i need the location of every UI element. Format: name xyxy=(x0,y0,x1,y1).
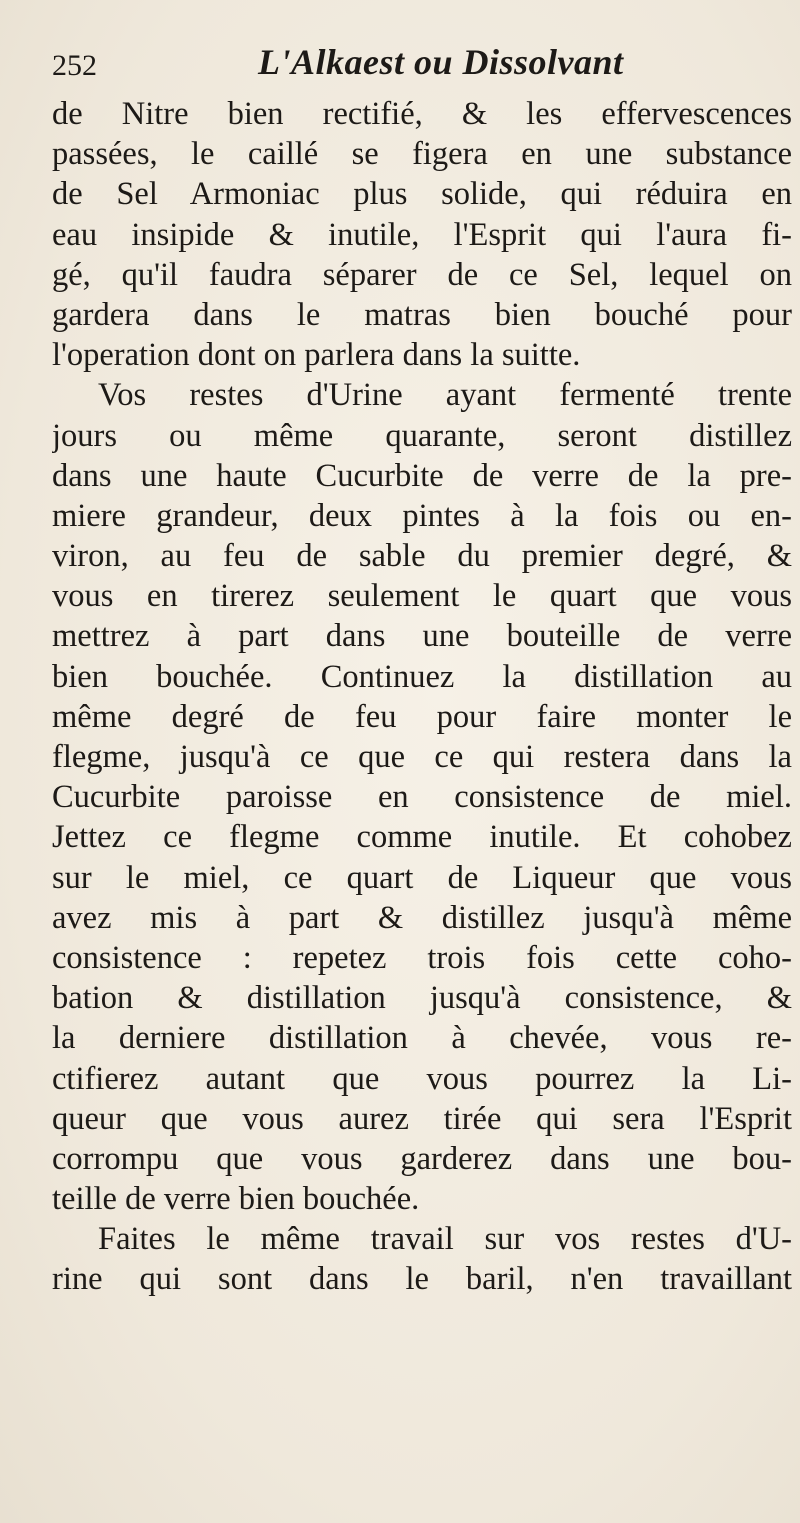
text-line: mettrez à part dans une bouteille de verre xyxy=(52,618,792,655)
text-line: de Sel Armoniac plus solide, qui réduira en xyxy=(52,176,792,213)
text-line: teille de verre bien bouchée. xyxy=(52,1181,420,1218)
text-line: même degré de feu pour faire monter le xyxy=(52,698,792,735)
text-line: bation & distillation jusqu'à consistence, & xyxy=(52,980,792,1017)
text-line: consistence : repetez trois fois cette coho- xyxy=(52,939,792,976)
text-line: passées, le caillé se figera en une substance xyxy=(52,136,792,173)
text-line: corrompu que vous garderez dans une bou- xyxy=(52,1140,792,1177)
running-head xyxy=(52,42,772,92)
text-line: eau insipide & inutile, l'Esprit qui l'aura fi- xyxy=(52,216,792,253)
running-title: L'Alkaest ou Dissolvant xyxy=(258,42,624,82)
text-line: gé, qu'il faudra séparer de ce Sel, lequel on xyxy=(52,256,792,293)
text-line: flegme, jusqu'à ce que ce qui restera dans la xyxy=(52,739,792,775)
text-line: Cucurbite paroisse en consistence de miel. xyxy=(52,779,792,816)
text-line: de Nitre bien rectifié, & les effervescences xyxy=(52,96,792,132)
text-line: rine qui sont dans le baril, n'en travaillant xyxy=(52,1261,792,1298)
text-line: miere grandeur, deux pintes à la fois ou en- xyxy=(52,497,792,534)
body-text xyxy=(52,94,792,1300)
text-line: la derniere distillation à chevée, vous re- xyxy=(52,1020,792,1057)
text-line: Jettez ce flegme comme inutile. Et cohobez xyxy=(52,819,792,856)
text-line: queur que vous aurez tirée qui sera l'Esprit xyxy=(52,1100,792,1137)
text-line: l'operation dont on parlera dans la suitte. xyxy=(52,337,581,374)
text-line: jours ou même quarante, seront distillez xyxy=(52,417,792,454)
text-line: bien bouchée. Continuez la distillation au xyxy=(52,658,792,695)
text-line: sur le miel, ce quart de Liqueur que vous xyxy=(52,859,792,896)
text-line: viron, au feu de sable du premier degré, & xyxy=(52,538,792,575)
text-line: avez mis à part & distillez jusqu'à même xyxy=(52,899,792,936)
text-line: vous en tirerez seulement le quart que vous xyxy=(52,578,792,615)
text-line: dans une haute Cucurbite de verre de la pre- xyxy=(52,457,792,494)
page-number: 252 xyxy=(52,49,97,82)
paragraph-start-line: Faites le même travail sur vos restes d'U- xyxy=(98,1221,792,1258)
text-line: gardera dans le matras bien bouché pour xyxy=(52,296,792,333)
text-line: ctifierez autant que vous pourrez la Li- xyxy=(52,1060,792,1097)
paragraph-start-line: Vos restes d'Urine ayant fermenté trente xyxy=(98,377,792,414)
